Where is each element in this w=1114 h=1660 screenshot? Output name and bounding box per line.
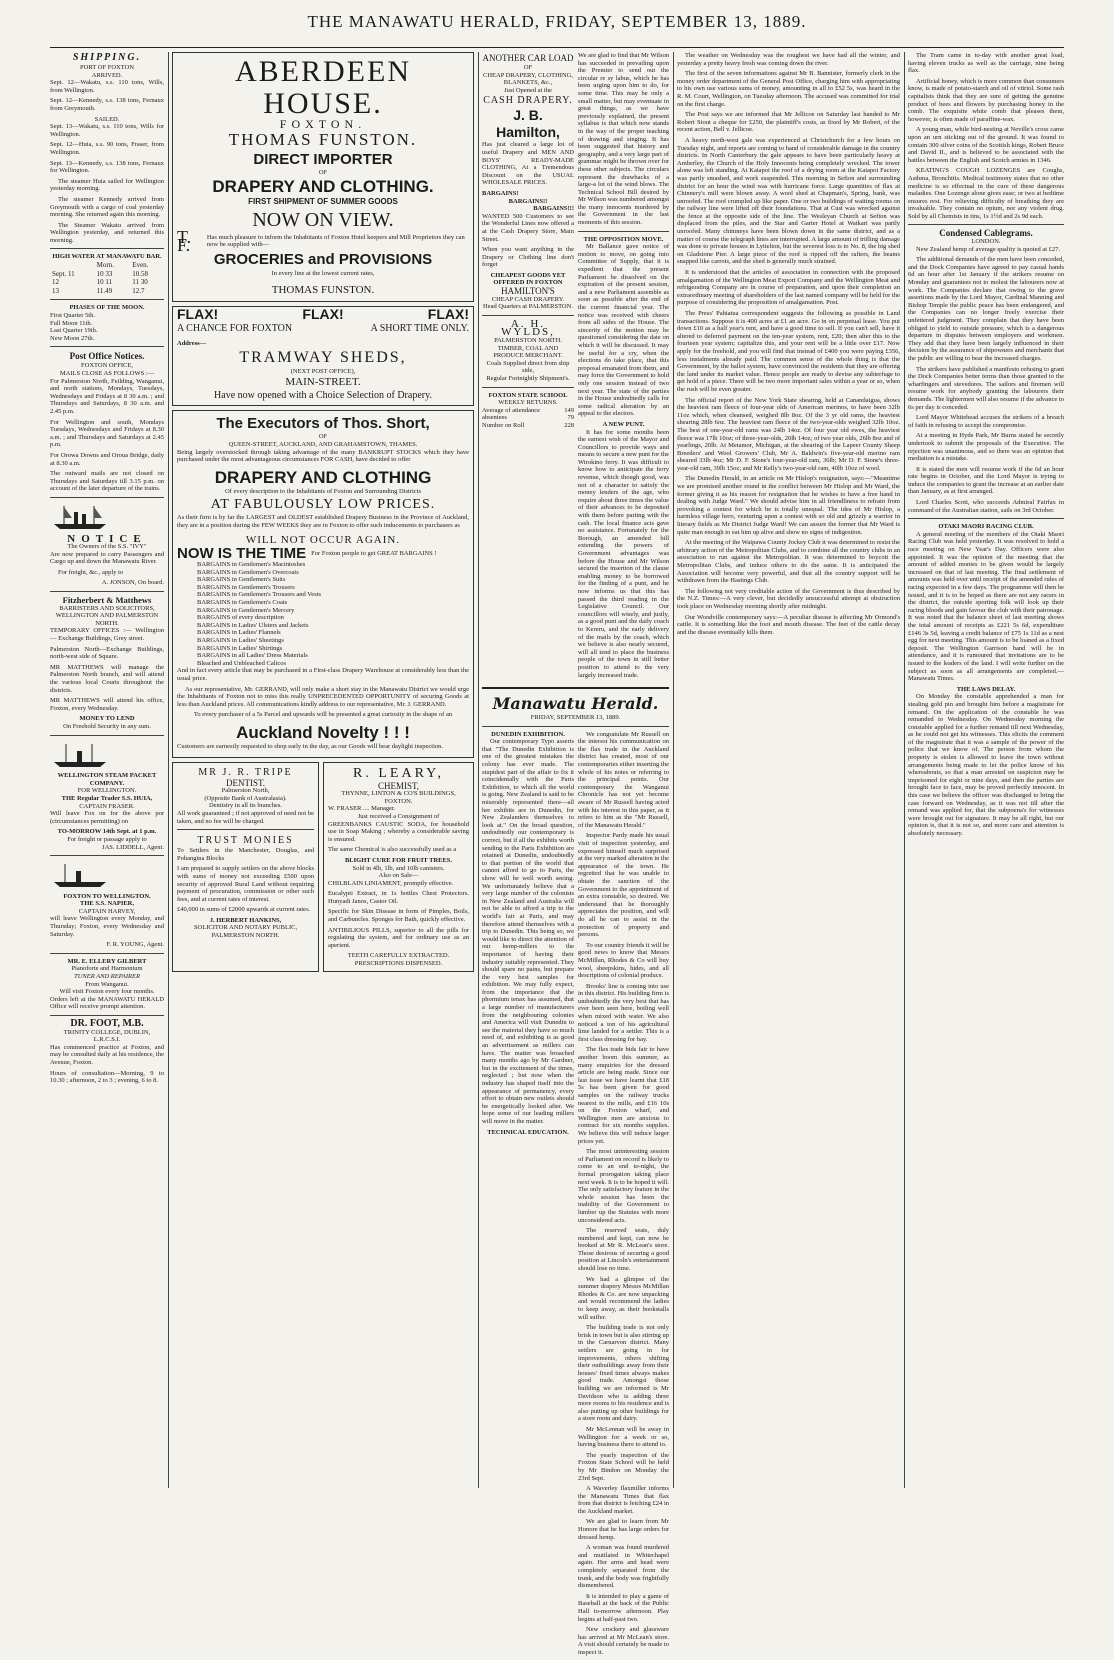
ad-line: WANTED 500 Customers to see the Wonderful Lines now offered a at the Cash Drapery Store, Main Street. [482,212,574,243]
col3-right-articles [578,731,669,1660]
divider [482,315,574,316]
ad-line: I am prepared to supply settlers on the above blocks with sums of money not exceeding £500 upon security of approved Rural Land without requiring payment of procuration, commission or other such fees, and at current rates of interest. [177,865,315,903]
ad-line [177,544,469,562]
divider [50,299,164,300]
table-cell: Even. [132,261,149,270]
ad-line: ANOTHER CAR LOAD [482,53,574,63]
post-office-note: For Orowa Downs and Oroua Bridge, daily at 8.30 a.m. [50,451,164,467]
firm-line: MR MATTHEWS will attend his office, Foxton, every Wednesday. [50,697,164,712]
divider [50,591,164,592]
column-3 [482,52,669,1656]
ad-line: All work guaranteed ; if not approved of need not be taken, and no fee will be charged. [177,809,315,825]
money-title: MONEY TO LEND [79,715,135,723]
post-office-note: For Wellington and south, Mondays Tuesdays, Wednesdays and Fridays at 8.30 a.m. ; and Thursdays and Saturdays at 2.45 p.m. [50,418,164,449]
ad-line: The same Chemical is also successfully used as a [328,846,457,854]
moon-phase: New Moon 27th. [50,334,95,342]
article-text: The building trade is not only brisk in town but is also stirring up in the Carnarvon district. Many settlers are going in for improvements, others shifting their outbuildings away from their houses' fixed times always makes good trade. Amongst those building we are informed is Mr Davidson who is adding three more rooms to his residence and is also putting up other buildings for a store room and dairy. [578,1324,669,1423]
ad-line: DIRECT IMPORTER [253,150,393,168]
divider [908,224,1064,225]
article-text: The flax trade bids fair to have another boom this summer, as many enquiries for the dressed article are being made. Since our last issue we have learnt that £18 5s has been given for good samples on the railway trucks nearest to the mills, and £16 10s on the Foxton wharf, and Wellington men are anxious to contract for six months supplies. We believe this will induce larger prices yet. [578,1046,669,1145]
arrived-label: ARRIVED. [91,71,123,79]
mails-heading: MAILS CLOSE AS FOLLOWS :— [59,370,155,377]
ad-line: GROCERIES and PROVISIONS [213,250,433,268]
packet-line: CAPTAIN FRASER. [79,802,135,810]
ad-line: OF [318,168,328,176]
column-divider [673,52,674,1488]
article-text: The most uninteresting session of Parliament on record is likely to come to an end to-night, the formal prorogation taking place next week. It is to be hoped it will. The only satisfactory feature in the whole session has been the inability of the Government to lumber up the Statutes with more unconsidered acts. [578,1148,669,1224]
ad-line: As their firm is by far the LARGEST and OLDEST established Drapery Business in the Province of Auckland, they are in a position during the FEW WEEKS they are in Foxton to offer such inducements to purchasers as [177,514,469,529]
flax-line: Have now opened with a Choice Selection of Drapery. [214,390,432,402]
article-heading: DUNEDIN EXHIBITION. [491,730,565,738]
article-text: It is understood that the articles of association in connection with the proposed amalgamation of the Wellington Meat Export Company and the Wellington Meat and refrigerating Company are in course of preparation, and upon their completion an extraordinary meeting of shareholders of the last named company will be held for the purpose of considering the proposition of amalgamation. Post. [677,269,900,307]
article-text: The strikers have published a manifesto refusing to grant the Dock Companies better terms than those granted to the wharfingers and stevedores. The sailors and firemen will resume work for anybody granting the labourers their demands. The lightermen will also resume if the advance to 6s per day is conceded. [908,365,1065,411]
packet-line: For freight or passage apply to [67,835,147,843]
herald-title: Manawatu Herald. [492,694,659,714]
divider [482,687,669,689]
divider [482,387,574,388]
gilbert-line: Pianoforte and Harmonium [71,965,143,973]
ad-line: THOMAS FUNSTON. [271,283,375,296]
divider [50,248,164,249]
cablegrams-place: LONDON. [971,238,1001,246]
article-text: The Tram came in to-day with another great load, having eleven trucks as well as the carriage, nine being flax. [908,52,1064,75]
article-text: We are glad to learn from Mr Honore that he has large orders for dressed hemp. [578,1518,669,1541]
flax-chance: A CHANCE FOR FOXTON [177,323,293,335]
table-cell: 12.7 [132,286,145,295]
flax-subline [177,322,469,336]
column-1 [50,52,164,1488]
article-heading: THE LAWS DELAY. [956,685,1016,693]
notice-title: NOTICE [67,532,147,545]
ad-line: In every line at the lowest current rates, [271,269,375,277]
article-text: Mr McLennan will be away in Wellington for a week or so, having business there to attend to. [578,1425,669,1449]
list-item: BARGAINS in Gentlemen's Mercery [197,606,295,614]
firm-line: MR MATTHEWS will manage the Palmerston North branch, and will attend the various local Courts throughout the districts. [50,663,164,694]
ad-line: PRESCRIPTIONS DISPENSED. [354,960,443,968]
article-text: Brooks' line is coming into use in this district. His building firm is undoubtedly the very best that has ever been seen here, boiling well when mixed with water. We also noticed a ton of his agricultural lime landed for a settler. This is a first class dressing for bay. [578,982,669,1043]
article-text: The first of the seven informations against Mr B. Bannister, formerly clerk in the money order department of the General Post Office, charging him with appropriating to his own use various sums of money, amounting in all to £52 5s, was heard in the R. M. Court, Wellington, on Tuesday afternoon. The accused was committed for trial on the first charge. [677,70,900,108]
packet-title: WELLINGTON STEAM PACKET COMPANY. [57,772,157,787]
article-heading: OTAKI MAORI RACING CLUB. [938,523,1034,531]
ad-line: ANTIBILIOUS PILLS, superior to all the pills for regulating the system, and for ordinary use as an aperient. [328,926,469,949]
ad-line: £40,000 in sums of £2000 upwards at current rates. [177,906,311,914]
packet-agent: JAS. LIDDELL, Agent. [102,843,164,851]
ad-line: TEETH CAREFULLY EXTRACTED. [347,952,450,960]
article-text: At the meeting of the Waipawa County Jockey Club it was determined to resist the arbitrary action of the Metropolitan Clubs, and to combine all the country clubs in an association to run against the Metropolitan. It was determined to boycott the Metropolitan Clubs, and induce others to do the same. It is anticipated the Association will become very powerful, and that all the country support will be withdrawn from the Hastings Club. [677,539,900,585]
flax-word: FLAX! [302,305,344,322]
article-text: A heavy north-west gale was experienced at Christchurch for a few hours on Tuesday night, and reports are coming to hand of considerable damage in the country districts. In North Canterbury the gale appears to have been particularly heavy at Amberley, the Church of the Holy Innocents being completely wrecked. The tower alone was left standing. At Kaiapoi the roof of a drying room at the Kaiapoi Factory was partly smashed, and work suspended. This morning in Sefton and surrounding district for an hour the wind was with hurricane force. Large quantities of flax at Chinnery's mill were blown away. A wool shed at Chapman's, Spring, bank, was unroofed. The roof crumpled up like paper. One or two buildings of waiting rooms on the railway line were lifted off their foundations. That at Cust was wrecked against the fence at the opposite side of the line. The Wesleyan Church at Sefton was displaced from the piles, and the Star and Garter Hotel at Waikari was partly unroofed. Many chimneys have been blown down in the same district, and as a matter of course the telegraph lines are interrupted. A large amount of trifling damage was done to private houses in Lyttelton, but the severest loss is to No. 8, the big shed on Gladstone Pier. A large piece of the roof is ripped off the rafters, the beams snapped like carrots, and the shed is generally much strained. [677,136,901,266]
flax-short: A SHORT TIME ONLY. [370,323,469,335]
ad-line: FOXTON. [279,117,367,131]
school-label: absentees [482,414,507,422]
divider [50,735,164,736]
ad-title: MR J. R. TRIPE [198,766,293,778]
shipping-note: The steamer Kennedy arrived from Greymouth with a cargo of coal yesterday morning. She returned again this morning. [50,195,164,219]
ad-line: PALMERSTON NORTH. [211,932,280,940]
school-label: Average of attendance [482,406,540,414]
firm-line: TEMPORARY OFFICES :— Wellington — Exchange Buildings, Grey street. [50,627,164,643]
tide-table [50,261,164,295]
table-row [50,287,164,296]
article-heading: A NEW PUNT. [602,420,645,428]
ad-title: A. H. WYLDS, [501,317,555,339]
list-item: BARGAINS in Gentlemen's Suits [197,576,286,584]
ad-line: CASH DRAPERY. [483,95,573,107]
moon-title: PHASES OF THE MOON. [69,304,145,312]
list-item: BARGAINS in Gentlemen's Coats [197,599,288,607]
ad-line: OF [523,64,533,71]
gilbert-line: Orders left at the MANAWATU HERALD Office will receive prompt attention. [50,995,164,1011]
article-text: New Zealand hemp of average quality is quoted at £27. [916,245,1061,253]
foxton-wellington-line: will leave Wellington every Monday, and Thursday; Foxton, every Wednesday and Saturday. [50,915,164,938]
col3-editorial [578,52,669,682]
ad-line: Customers are earnestly requested to shop early in the day, as our Goods will bear daylight inspection. [177,742,444,750]
ad-line: DRAPERY AND CLOTHING. [212,177,434,197]
ad-line: Being largely overstocked through taking advantage of the many BANKRUPT STOCKS which they have purchased under the most advantageous circumstances FOR CASH, have decided to offer [177,448,469,464]
sailed-label: SAILED. [94,115,120,123]
article-text: Artificial honey, which is more common than consumers know, is made of potato-starch and oil of vitriol. Some rash capitalists think that they are sure of getting the genuine product of bees and flowers by purchasing honey in the comb. The exquisite white comb that pleases them, however, is often made of paraffine-wax. [908,77,1064,123]
ad-line: And in fact every article that may be purchased in a First-class Drapery Warehouse at considerably less than the usual price. [177,667,469,682]
executors-ad [172,410,474,757]
article-text: The Dunedin Herald, in an article on Mr Hislop's resignation, says:—"Meantime we are promised another round in the conflict between Mr Hislop and Mr Ward, the former giving it as his reason for resignation that he wishes to have a free hand in dealing with Judge Ward." We should advise him in all friendliness to refrain from provoking a contest for which he is totally unequal. The idea of Mr Hislop, a harmless village hero, venturing upon a contest with so old and grizzly a warrior in literary fields as Mr District Judge Ward! We can assure the former that Mr Ward is quite man enough to eat him up alive and show no signs of indigestion. [677,475,900,536]
bargains-list [177,561,469,667]
port-title: PORT OF FOXTON [80,64,134,71]
list-item: BARGAINS in Ladies' Sheetings [197,637,284,645]
ad-title: The Executors of Thos. Short, [216,415,430,433]
article-heading: THE OPPOSITION MOVE. [583,235,664,243]
shipping-note: The Steamer Wakatu arrived from Wellington yesterday, and returned this morning. [50,221,164,244]
herald-date: FRIDAY, SEPTEMBER 13, 1889. [530,714,621,722]
ad-line: W. FRASER .... Manager. [328,805,396,813]
ad-line: DENTIST. [225,777,266,788]
article-text: We had a glimpse of the summer drapery Messrs McMillan Rhodes & Co. are now unpacking and would recommend the ladies to keep away, as their bookstalls will suffer. [578,1275,669,1321]
col3-left-articles [482,731,574,1660]
column-5 [908,52,1064,1488]
steamship-icon [50,862,110,888]
post-office-title: Post Office Notices. [69,351,145,362]
ad-line: QUEEN-STREET, AUCKLAND, AND GRAHAMSTOWN, THAMES. [228,440,418,448]
ad-initials: T. F. [177,226,192,256]
ad-line: Eucalypti Extract, in 1s bottles Chest Protectors. Hunyadi Janos, Castor Oil. [328,890,469,905]
table-cell: 11.49 [96,286,113,295]
article-text: It is intended to play a game of Baseball at the back of the Public Hall to-morrow afternoon. Play begins at half-past two. [578,1592,669,1623]
post-office-note: The outward mails are not closed on Thursdays and Saturdays till 3.15 p.m. on account of the later departure of the trains. [50,470,164,493]
steamship-icon [50,504,110,530]
foxton-wellington-agent: F. R. YOUNG, Agent. [106,941,164,949]
table-row [50,270,164,279]
school-row [482,414,574,422]
foxton-wellington-title: FOXTON TO WELLINGTON. [63,892,151,900]
flax-word: FLAX! [427,305,469,322]
ad-line: Palmerston North, [221,787,270,795]
ad-line: NOW ON VIEW. [252,208,394,231]
sailing: Sept. 13—Wakatu, s.s. 110 tons, Wills for Wellington. [50,123,164,138]
ad-line: Also on Sale— [378,872,419,880]
foot-line: TRINITY COLLEGE, DUBLIN, L.R.C.S.I. [63,1028,151,1044]
list-item: BARGAINS in Gentlemen's Trousers [197,583,295,591]
divider [50,953,164,954]
school-row [482,422,574,430]
ad-line: FIRST SHIPMENT OF SUMMER GOODS [248,197,398,207]
gilbert-line: From Wanganui. [85,980,129,988]
divider [50,1015,164,1016]
article-text: Mr Ballance gave notice of motion to move, on going into Committee of Supply, that it is expedient that the present Parliament be dissolved on the expiration of the present session, and a new Parliament assemble as soon as possible after the end of the current financial year. The notice was received with cheers from all sides of the House. The sincerity of the motion may be questioned considering the date on which it will be discussed. It may be useful for a cry, when the elections do take place, that this proposal emanated from them, and may force the Government to hold only one session instead of two next year. The state of the parties in the House undoubtedly calls for some radical alteration by an appeal to the electors. [578,243,669,418]
divider [50,855,164,856]
table-row [50,261,164,270]
now-time-sub: For Foxton people to get GREAT BARGAINS ! [311,550,437,557]
article-text: At a meeting in Hyde Park, Mr Burns stated he secretly undertook to submit the proposals of the Executive. The rejection was unanimous, and so there was an opinion that mediation is a mistake. [908,432,1064,463]
table-cell: 13 [52,286,59,295]
article-text: A woman was found murdered and mutilated in Whitechapel again. Her arms and head were completely separated from the trunk, and the body was frightfully dismembered. [578,1544,669,1590]
ad-line: CHEMIST, [377,780,420,791]
masthead [0,12,1114,48]
school-row [482,407,574,415]
ad-line: DRAPERY AND CLOTHING [214,467,432,487]
article-text: The following not very creditable action of the Government is thus described by the N.Z. Times:—A very clever, but decidedly unsuccessful attempt at obstruction took place on Wednesday morning shortly after midnight. [677,587,900,610]
article-text: The weather on Wednesday was the roughest we have had all the winter, and yesterday a pretty heavy fresh was coming down the river. [677,52,900,67]
article-text: Lord Charles Scott, who succeeds Admiral Fairfax in command of the Australian station, sails on 3rd October. [908,499,1064,514]
ad-title: J. B. Hamilton, [496,107,560,141]
article-text: KEATING'S COUGH LOZENGES are Coughs, Asthma, Bronchitis. Medical testimony states that no other medicine is so effectual in the cure of these dangerous maladies. One Lozenge alone gives ease; or two at bedtime ensures rest. For relieving difficulty of breathing they are invaluable. They contain no opium, nor any violent drug. Sold by all Chemists in tins, 1s 1½d and 2s 9d each. [908,167,1064,220]
ad-line: HAMILTON'S [501,286,555,297]
table-cell: 10 33 [96,269,113,278]
money-line: On Freehold Security in any sum. [63,722,151,730]
ad-line: WILL NOT OCCUR AGAIN. [245,533,401,546]
article-text: To our country friends it will be good news to know that Messrs McMillan, Rhodes & Co will buy wool, sheepskins, hides, and all descriptions of colonial produce. [578,941,669,980]
moon-phase: First Quarter 5th. [50,312,95,320]
divider [482,726,669,727]
post-office-note: For Palmerston North, Feilding, Wanganui, and north stations, Mondays, Tuesdays, Wednesdays and Fridays at 8 30 a.m. ; and Thursdays and Saturdays, 8 30 a.m. and 2.45 p.m. [50,377,164,415]
arrival: Sept. 12—Kennedy, s.s. 138 tons, Fernaux from Greymouth. [50,97,164,112]
ad-line: (Opposite Bank of Australasia). [204,794,287,802]
ad-line: To every purchaser of a 5s Parcel and upwards will be presented a great curiosity in the shape of an [193,711,453,719]
article-text: New crockery and glassware has arrived at Mr McLean's store. A visit should certainly be made to inspect it. [578,1626,669,1656]
table-cell: 10.58 [132,269,149,278]
ad-title: ABERDEEN HOUSE. [235,55,411,120]
ad-line [177,226,469,256]
table-cell [50,261,95,270]
now-time: NOW IS THE TIME [177,544,307,562]
column-divider [478,52,479,1488]
moon-phase: Last Quarter 19th. [50,327,98,335]
ad-line: Sold in 4lb, 1lb, and 10lb canisters. [352,864,445,872]
flax-word: FLAX! [177,305,219,322]
ad-line: THOMAS FUNSTON. [228,129,418,149]
table-cell: Morn. [96,261,114,270]
list-item: BARGAINS in Gentlemen's Trousers and Vests [197,591,322,599]
ad-line: Of every description to the Inhabitants of Foxton and Surrounding Districts [224,487,422,495]
shipping-note: The steamer Huia sailed for Wellington yesterday morning. [50,177,164,193]
col3-articles [482,731,669,1660]
sailing: Sept. 13—Kennedy, s.s. 138 tons, Fernaux for Wellington. [50,159,164,175]
article-text: The reserved seats, duly numbered and kept, can now be booked at Mr R. McLean's store. Those desirous of securing a good position at Lincoln's entertainment should lose no time. [578,1227,669,1273]
school-value: 79 [567,414,574,422]
bottom-ads [172,762,474,972]
ad-line: BARGAINS!!! [533,205,574,213]
article-text: It is stated the men will resume work if the 6d an hour rate begins in October, and the Lord Mayor is trying to induce the companies to grant the increase at an earlier date than January, as at first arranged. [908,465,1064,496]
moon-phase: Full Moon 11th. [50,319,93,327]
notice-line: For freight, &c., apply to [58,568,124,576]
school-value: 149 [564,406,574,414]
hamilton-ad [482,52,574,682]
packet-line: TO-MORROW 14th Sept. at 1 p.m. [57,828,157,836]
ad-text: Has much pleasure to inform the Inhabitants of Foxton Hotel keepers and Mill Proprietors they can now be supplied with— [206,233,465,249]
table-row [50,278,164,287]
firm-line: BARRISTERS AND SOLICITORS, [59,604,155,612]
table-cell: 10 11 [96,278,113,287]
ad-line: CHEAP CASH DRAPERY. [491,295,565,303]
foot-line: Hours of consultation—Morning, 9 to 10.30 ; afternoon, 2 to 3 ; evening, 6 to 8. [50,1069,164,1085]
article-text: The Press' Pahiatua correspondent suggests the following as possible in Land transactions. Suppose it is 400 acres at £1 an acre. Go in on perpetual lease. You put down £10 as a half year's rent, and have a good time to sell. If you can't sell, have it altered to deferred payment on the ten-year system, rent, £20; then alter this to the fourteen year system; capitalize this, and your rent will be a little over £17. Now apply for the freehold, and you will find that instead of £400 you were paying £356, less instalments already paid. The common sense of the whole thing is that the Government, by the ballot system, have convinced the residents that they are offering the land under its market value. Hence people are ready to devise any subterfuge to get hold of a piece. There will be two more important sales within a year or so, when the rush will be even greater. [677,310,900,393]
ad-line: Auckland Novelty ! ! ! [236,722,410,742]
ad-line: Just Opened at the [504,86,552,94]
firm-name: Fitzherbert & Matthews [62,595,152,606]
post-office-sub: FOXTON OFFICE, [81,362,133,370]
article-text: The official report of the New York State shearing, held at Canandaigua, shows the heaviest ram fleece of four-year olds of American merinos, to have been 32lb 11oz which, when cleansed, weighed 8lb 8oz. Of the 3 yr old rams, the heaviest shearing 28lb 6oz. The heaviest ram fleece of the two-year-olds weighed 32lb 10oz. The best of one-year-old rams was 24lb 14oz. Of four year old ewes, the heaviest fleece was 17lb 10oz; of three-year-olds, 20lb 14oz; of two year olds, 26lb 8oz and of yearlings, 20lb. At Metamor, Michigan, at the shearing of the Lapeer County Sheep Breeders' and Wool Growers' Club, Mr A. Baldwin's five-year-old merino ram sheared 33lb 4oz; Mr D. F. Stone's four-year-old ram, 36lb; Mr D. F. Stone's three-year-old ram, 39lb 15oz; and Mr Kelly's two-year-old ram, 40lb 10oz of wool. [677,396,900,472]
ad-line: Specific for Skin Disease in form of Pimples, Boils, and Carbuncles. Sponges for Bath, quickly effective. [328,908,469,924]
ad-line: BLIGHT CURE FOR FRUIT TREES. [344,856,453,864]
divider [50,497,164,498]
flax-address: (NEXT POST OFFICE), [290,367,356,375]
article-text: The Post says we are informed that Mr Jellicoe on Saturday last handed to Mr Robert Stout a cheque for £250, the plaintiff's costs, as fixed by Mr Robert, of the recent action, Bell v. Jellicoe. [677,111,900,134]
shipping-title: SHIPPING. [72,52,142,63]
ad-line: THYNNE, LINTON & CO'S BUILDINGS, FOXTON. [341,790,456,805]
firm-line: Palmerston North—Exchange Buildings, north-west side of Square. [50,645,164,661]
foot-line: Has commenced practice at Foxton, and may be consulted daily at his residence, the Avenue, Foxton. [50,1043,164,1066]
divider [578,231,669,232]
flax-address: TRAMWAY SHEDS, [239,348,407,366]
ad-line: Has just cleared a large lot of useful Drapery and MEN AND BOYS' READY-MADE CLOTHING, At a Tremendous Discount on the USUAL WHOLESALE PRICES. [482,141,574,187]
article-heading: TECHNICAL EDUCATION. [487,1128,569,1136]
gilbert-line: Will visit Foxton every four months. [59,988,155,996]
masthead-rule [50,47,1064,48]
ad-line: OF [318,433,328,441]
article-text: We are glad to find that Mr Wilson has succeeded in prevailing upon the Premier to send out the circular re sy labus, which he has been urging upon him to do, for some time. This may be only a small matter, but may eventuate in great things, as we have previously explained, the present syllabus is that which now stands in the way of the proper teaching of drawing and singing. It has been suggested that history and geography, and a very large part of grammar might be thrown over for these other subjects. The circulars represent the drawbacks of a large-a lot of the wind blows. The Technical School Bill desired by Mr Wilson was numbered amongst the many innocents murdered by the Government in the last moments of this session. [578,52,669,227]
school-value: 228 [564,421,574,429]
list-item: Bleached and Unbleached Calicos [197,659,286,667]
arrival: Sept. 12—Wakatu, s.s. 110 tons, Wills, from Wellington. [50,79,164,94]
article-text: The additional demands of the men have been conceded, and the Dock Companies have agreed to pay casual hands 6d an hour after 1st January if the strikers resume on Monday and guarantees not to molest the labourers now at work. The Companies declare that owing to the grave assertions made by the Lord Mayor, Cardinal Manning and Bishop Temple the public peace has been endangered, and the Companies can no longer freely exercise their unfettered judgment. They complain that they have been obliged to yield to outside pressure, which is a dangerous departure in disputes between employers and workmen. They add that they have been largely influenced in their decision by the assurance of shipowners and merchants that the public are willing to bear the increased charges. [908,256,1064,362]
ad-line: CHILBLAIN LINIAMENT, promptly effective. [328,879,454,887]
article-text: Inspector Pardy made his usual visit of inspection yesterday, and expressed himself much surprised at the very marked alteration in the appearance of the town. He regretted that he was unable to obtain the sanction of the Government to the appointment of an extra constable, so desired. We understand that he thoroughly appreciates the position, and will do all he can to assist in the protection of property and persons. [578,832,669,939]
packet-line: Will leave Fox on for the above por (circumstances permitting) on [50,810,164,825]
list-item: BARGAINS in Ladies' Shirtings [197,644,283,652]
list-item: BARGAINS in Ladies' Flannels [197,629,281,637]
steamship-icon [50,742,110,768]
masthead-text: THE MANAWATU HERALD, FRIDAY, SEPTEMBER 13, 1889. [307,12,807,31]
packet-line: THE Regular Trader S.S. HUIA, [61,794,153,802]
sailing: Sept. 12—Huia, s.s. 90 tons, Fraser, from Wellington. [50,141,164,156]
ad-line: GREENBANKS CAUSTIC SODA, for household use in Soap Making ; whereby a considerable saving is ensured. [328,820,469,843]
school-sub: WEEKLY RETURNS. [498,399,558,407]
ad-line: To Settlers in the Manchester, Douglas, and Pohangina Blocks [177,847,315,862]
ad-line: Head Quarters at PALMERSTON. [483,303,573,311]
article-text: It has for some months been the earnest wish of the Mayor and Councillors to provide ways and means to secure a new punt for the Wirokino ferry. It was difficult to know how to anticipate the ferry revenue, which though good, was not of a character to satisfy the money lenders of the age, who require about three times the value of their advances to be deposited with them before parting with the cash. The local finance acts gave no assistance. Fortunately for the Borough, an amended bill extending the powers of Government advantages was before the House and Mr Wilson secured the insertion of the clause enabling money to be borrowed for the finding of a punt, and he now informs us that this has passed the third reading in the Legislative Council. Our councillors will wisely, and justly, as a good punt and the daily coach to Kereru, and the early delivery of the mails by the coach, which we believe is also nearly secured, will all tend to place the business people of the town in still better position to attend to the very largely increased trade. [578,428,669,679]
foot-name: DR. FOOT, M.B. [70,1018,144,1029]
article-text: The yearly inspection of the Foxton State School will be held by Mr Bindon on Monday the 23rd Sept. [578,1451,669,1482]
ad-line: Just received a Consignment of [357,812,440,820]
ad-line: PALMERSTON NORTH. [494,337,562,345]
cablegrams-title: Condensed Cablegrams. [939,228,1033,239]
flax-address-label: Address— [177,340,207,348]
list-item: BARGAINS in Gentlemen's Macintoshes [197,561,306,569]
ad-line: J. HERBERT HANKINS, [209,916,282,924]
article-text: We congratulate Mr Russell on the interest his communication on the flax trade in the Auckland district has created, most of our contemporaries either inserting the whole of his notes or referring to the principal points. Our contemporary the Wanganui Chronicle has not yet become aware of Mr Russell having acted with his interest in this paper, as it refers to him as the "Mr Russell, of the Manawatu Herald." [578,730,669,829]
notice-signature: A. JONSON, On board. [101,579,164,587]
ad-line: Dentistry in all its branches. [208,802,283,810]
aberdeen-house-ad [172,52,474,302]
packet-line: FOR WELLINGTON. [77,787,137,795]
article-text: A Waverley flaxmiller informs the Manawatu Times that flax from that district is fetching £24 in the Auckland market. [578,1485,669,1515]
flax-address: MAIN-STREET. [285,376,361,389]
foxton-wellington-line: THE S.S. NAPIER, [80,900,134,908]
foxton-wellington-line: CAPTAIN HARVEY, [78,907,136,915]
article-text: On Monday the constable apprehended a man for stealing gold pin and brought him before a magistrate for remand. On the application of the constable he was remanded to Wednesday. On Wednesday morning the constable applied for a further remand till next Wednesday, as he could not get his witnesses. This elicits the comment of the magistrate that it was a sample of the power of the police that we know of. The person from whom the property is stolen is allowed to leave the town without arrangements being made to let the police know of his whereabouts, so that a man arrested on suspicion may be imprisoned for eight or nine days, and then the parties are brought face to face, may be proved perfectly innocent. In this case we believe the officer was discharged to bring the case forward on Wednesday, as it was not till after the remand was applied for, that the subpoena's for witnesses were brought out for signature. It may be all right, but our opinion is, that it is not so, and more care and attention is absolutely necessary. [908,693,1064,837]
gilbert-name: MR. E. ELLERY GILBERT [67,957,147,965]
table-cell: Sept. 11 [52,269,75,278]
article-text: A young man, while bird-nesting at Neville's cross came upon an urn sticking out of the ground. It was found to contain 300 silver coins of the Scottish kings, Robert Bruce and David II., and is believed to be associated with the battles between the English and Scotch armies in 1346. [908,126,1064,164]
ad-line: AT FABULOUSLY LOW PRICES. [210,497,436,513]
list-item: BARGAINS in Gentlemen's Overcoats [197,568,299,576]
divider [177,829,314,830]
notice-line: The Owners of the S.S. "IVY" [67,543,147,551]
column-divider [168,52,169,1488]
ad-line: SOLICITOR AND NOTARY PUBLIC, [193,924,298,932]
table-cell: 11 30 [132,278,148,287]
article-text: A general meeting of the members of the Otaki Maori Racing Club was held yesterday. It was resolved to hold a race meeting on New Year's Day. Officers were also appointed. It was the opinion of the meeting that the amount of added monies to be given would be largely increased on that of last meeting. The final settlement of amounts was held over until receipt of the amended rules of racing expected in a few days. The programme will then be issued, and it is to be hoped as there are not any racers in the district, the outside sporting folk will look up their racing bloods and gain favour the club with their patronage. It was noted that the balance sheet of last meeting shows the total amount of receipts as £221 5s 6d, expenditure £146 3s 5d, leaving a credit balance of £75 1s 11d as a nest egg for next meeting. This amount is to be loaned as a fixed deposit. The Wellington Garrison band will be in attendance, and it is rumoured that invitations are to be issued to the leaders of the land. I will write further on the subject as soon as all arrangements are completed.—Manawatu Times. [908,530,1064,683]
list-item: BARGAINS in all Ladies' Dress Materials [197,652,308,660]
ad-line: CHEAP DRAPERY, CLOTHING, BLANKETS, &c., [483,71,573,87]
school-label: Number on Roll [482,421,525,429]
ad-line: Coals Supplied direct from ship side, [486,359,570,375]
gilbert-line: TUNER AND REPAIRER [74,973,140,981]
flax-ad [172,306,474,407]
ad-line: As our representative, Mr. GERRAND, will only make a short stay in the Manawatu District we would urge the Inhabitants of Foxton not to miss this really UNPRECEDENTED OPPORTUNITY of securing Goods at less than Auckland prices. All communications kindly address to our representative, Mr. J. GERRAND. [177,685,469,708]
divider [50,346,164,347]
table-cell: 12 [52,278,59,287]
ad-line: BARGAINS!! [508,197,548,205]
col3-top [482,52,669,682]
ad-line: BARGAINS! [482,189,519,197]
ad-title: R. LEARY, [353,765,444,781]
ad-line: When you want anything in the Drapery or Clothing line don't forget [482,246,574,269]
column-divider [904,52,905,1488]
ad-line: TIMBER, COAL AND PRODUCE MERCHANT. [493,344,563,360]
article-text: Lord Mayor Whitehead accuses the strikers of a breach of faith in refusing to accept the compromise. [908,414,1064,429]
article-text: Our Woodville contemporary says:—A peculiar disease is affecting Mr Ormond's cattle. It is something like the foot and mouth disease. The feet of the cattle decay and the disease eventually kills them. [677,613,900,636]
flax-headline [177,305,469,322]
list-item: BARGAINS in Ladies' Ulsters and Jackets [197,621,309,629]
tripe-ad [172,762,319,972]
column-2 [172,52,474,1488]
column-4 [677,52,900,1488]
leary-ad [323,762,474,972]
ad-line: Regular Fortnightly Shipment's. [486,375,570,382]
divider [908,518,1064,519]
tide-title: HIGH WATER AT MANAWATU BAR. [52,253,162,261]
school-title: FOXTON STATE SCHOOL [488,391,568,399]
ad-title: TRUST MONIES [197,835,294,847]
firm-line: WELLINGTON AND PALMERSTON NORTH. [55,612,159,627]
article-text: Our contemporary Typo asserts that "The Dunedin Exhibition is one of the greatest mistakes the colony has ever made. The stupidest part of the affair to fix it coincidentally with the Paris Exhibition, to which all the world is going. New Zealand is said to be miserably represented there—all her exhibits are in Dunedin, for New Zealanders themselves to look at." On the broad question, undoubtedly our contemporary is correct, but if all the exhibits worth sending to the Paris Exhibition are retained at Dunedin, undoubtedly to that portion of the world that cannot afford to go to Paris, the show will be well worth seeing. We unfortunately believe that a very large number of the colonists in New Zealand and Australia will not be able to afford a trip to the world's fair at Paris, and may therefore attend themselves with a trip to Dunedin. This being so, we would like to direct the attention of our hemp-millers to the importance of having their industry suitably represented. They should spare no pains, but prepare the very best samples for exhibition. We may fully expect, from the importance that the phormium tenax has assumed, that a large number of manufacturers from the neighbouring colonies and America will visit Dunedin to see the material they have so much need of, and exhibiting is as good an advertisement as millers can have. The matter was broached many months ago by Mr Gardner, but in the excitement of the times, neglected ; but now when the industry has shaped itself into the appearance of permanency, every effort to obtain new outlets should be energetically looked after. We hope some of our leading millers will move in the matter. [482,738,574,1125]
list-item: BARGAINS of every description [197,614,284,622]
ad-line: CHEAPEST GOODS YET OFFERED IN FOXTON [490,271,566,287]
notice-line: Are now prepared to carry Passengers and Cargo up and down the Manawatu River. [50,550,164,566]
